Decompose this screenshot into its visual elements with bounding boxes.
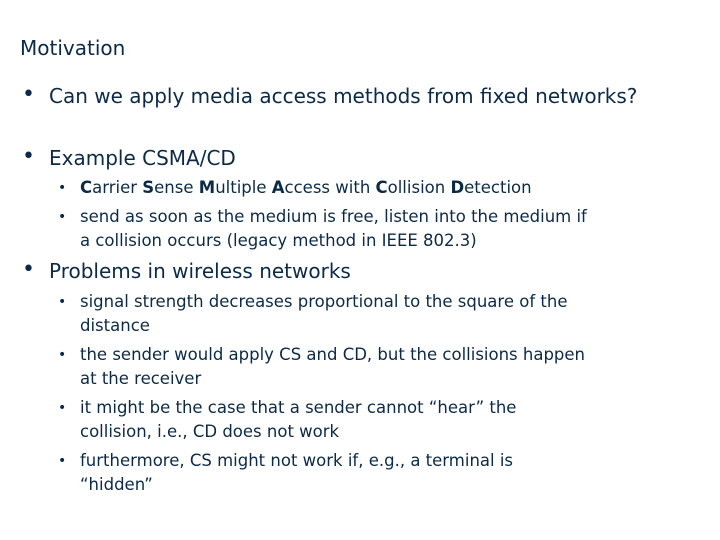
sub-bullet-dot-icon: • xyxy=(58,347,67,363)
bold-letter: C xyxy=(375,178,388,197)
bold-letter: M xyxy=(198,178,216,197)
sub-bullet-line: it might be the case that a sender cannot “hear” the xyxy=(80,398,517,417)
bullet-text: Can we apply media access methods from fixed networks? xyxy=(49,84,638,108)
sub-bullet-line: “hidden” xyxy=(80,475,153,494)
text-run: ollision xyxy=(387,178,451,197)
bold-letter: S xyxy=(142,178,155,197)
sub-bullet-line: signal strength decreases proportional to the square of the xyxy=(80,292,568,311)
sub-bullet-dot-icon: • xyxy=(58,294,67,310)
bullet-dot-icon: • xyxy=(22,144,35,169)
sub-bullet-line: furthermore, CS might not work if, e.g., a terminal is xyxy=(80,451,514,470)
bold-letter: A xyxy=(271,178,285,197)
sub-bullet-line: distance xyxy=(80,316,150,335)
bullet-dot-icon: • xyxy=(22,82,35,107)
sub-bullet-dot-icon: • xyxy=(58,400,67,416)
sub-bullet-line: at the receiver xyxy=(80,369,202,388)
text-run: etection xyxy=(464,178,532,197)
sub-bullet-dot-icon: • xyxy=(58,453,67,469)
bold-letter: C xyxy=(80,178,93,197)
text-run: ense xyxy=(154,178,199,197)
text-run: ultiple xyxy=(215,178,272,197)
text-run: arrier xyxy=(92,178,143,197)
sub-bullet-line: collision, i.e., CD does not work xyxy=(80,422,340,441)
sub-bullet-dot-icon: • xyxy=(58,209,67,225)
bullet-text: Example CSMA/CD xyxy=(49,146,236,170)
sub-bullet-line: send as soon as the medium is free, listen into the medium if xyxy=(80,207,587,226)
sub-bullet-line: a collision occurs (legacy method in IEEE 802.3) xyxy=(80,231,477,250)
bullet-text: Problems in wireless networks xyxy=(49,259,351,283)
bold-letter: D xyxy=(450,178,465,197)
sub-bullet-dot-icon: • xyxy=(58,180,67,196)
bullet-dot-icon: • xyxy=(22,257,35,282)
text-run: ccess with xyxy=(284,178,376,197)
sub-bullet-line: the sender would apply CS and CD, but the collisions happen xyxy=(80,345,586,364)
slide-title: Motivation xyxy=(20,36,126,60)
sub-bullet-text xyxy=(80,176,532,200)
